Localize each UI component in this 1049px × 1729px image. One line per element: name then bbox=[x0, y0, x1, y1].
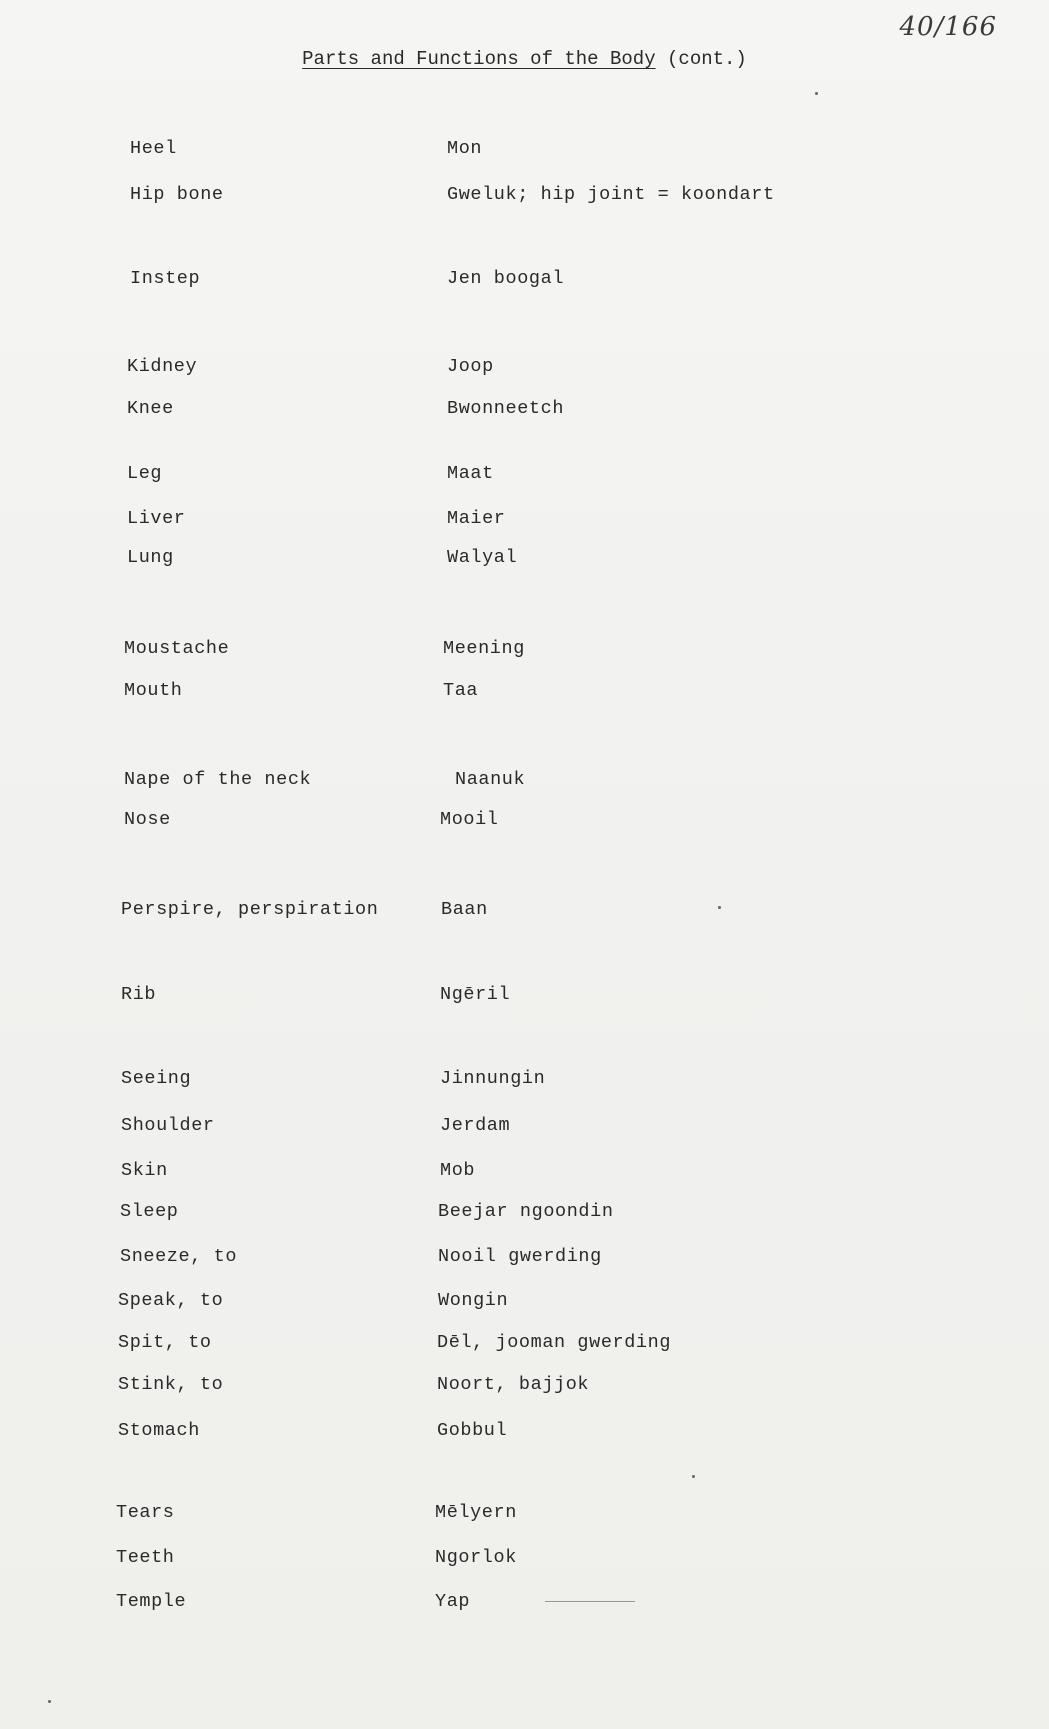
english-term: Skin bbox=[121, 1160, 168, 1181]
native-term: Beejar ngoondin bbox=[438, 1201, 614, 1222]
english-term: Nose bbox=[124, 809, 171, 830]
english-term: Stomach bbox=[118, 1420, 200, 1441]
english-term: Speak, to bbox=[118, 1290, 224, 1311]
native-term: Taa bbox=[443, 680, 479, 701]
native-term: Ngēril bbox=[440, 984, 511, 1005]
native-term: Mēlyern bbox=[435, 1502, 517, 1523]
english-term: Leg bbox=[127, 463, 163, 484]
native-term: Noort, bajjok bbox=[437, 1374, 590, 1395]
native-term: Jerdam bbox=[440, 1115, 511, 1136]
english-term: Knee bbox=[127, 398, 174, 419]
native-term: Gobbul bbox=[437, 1420, 508, 1441]
english-term: Sleep bbox=[120, 1201, 179, 1222]
english-term: Sneeze, to bbox=[120, 1246, 238, 1267]
native-term: Baan bbox=[441, 899, 488, 920]
english-term: Temple bbox=[116, 1591, 187, 1612]
english-term: Mouth bbox=[124, 680, 183, 701]
native-term: Mob bbox=[440, 1160, 476, 1181]
native-term: Dēl, jooman gwerding bbox=[437, 1332, 672, 1353]
english-term: Instep bbox=[130, 268, 201, 289]
stray-pencil-line bbox=[545, 1601, 635, 1602]
english-term: Lung bbox=[127, 547, 174, 568]
english-term: Kidney bbox=[127, 356, 198, 377]
english-term: Seeing bbox=[121, 1068, 192, 1089]
english-term: Rib bbox=[121, 984, 157, 1005]
english-term: Heel bbox=[130, 138, 177, 159]
english-term: Stink, to bbox=[118, 1374, 224, 1395]
page-title bbox=[0, 48, 1049, 70]
native-term: Gweluk; hip joint = koondart bbox=[447, 184, 775, 205]
paper-speck bbox=[718, 906, 721, 909]
native-term: Nooil gwerding bbox=[438, 1246, 602, 1267]
native-term: Jen boogal bbox=[447, 268, 565, 289]
native-term: Wongin bbox=[438, 1290, 509, 1311]
native-term: Maier bbox=[447, 508, 506, 529]
title-suffix: (cont.) bbox=[667, 48, 747, 70]
english-term: Moustache bbox=[124, 638, 230, 659]
paper-speck bbox=[48, 1700, 51, 1703]
paper-speck bbox=[692, 1475, 695, 1478]
english-term: Teeth bbox=[116, 1547, 175, 1568]
english-term: Shoulder bbox=[121, 1115, 215, 1136]
title-main: Parts and Functions of the Body bbox=[302, 48, 656, 70]
native-term: Yap bbox=[435, 1591, 471, 1612]
english-term: Liver bbox=[127, 508, 186, 529]
native-term: Mon bbox=[447, 138, 483, 159]
native-term: Maat bbox=[447, 463, 494, 484]
native-term: Jinnungin bbox=[440, 1068, 546, 1089]
native-term: Joop bbox=[447, 356, 494, 377]
english-term: Tears bbox=[116, 1502, 175, 1523]
native-term: Meening bbox=[443, 638, 525, 659]
native-term: Bwonneetch bbox=[447, 398, 565, 419]
native-term: Walyal bbox=[447, 547, 518, 568]
native-term: Mooil bbox=[440, 809, 499, 830]
english-term: Hip bone bbox=[130, 184, 224, 205]
folio-number: 40/166 bbox=[899, 12, 997, 42]
paper-speck bbox=[815, 92, 818, 95]
english-term: Spit, to bbox=[118, 1332, 212, 1353]
native-term: Ngorlok bbox=[435, 1547, 517, 1568]
english-term: Perspire, perspiration bbox=[121, 899, 379, 920]
native-term: Naanuk bbox=[455, 769, 526, 790]
english-term: Nape of the neck bbox=[124, 769, 312, 790]
